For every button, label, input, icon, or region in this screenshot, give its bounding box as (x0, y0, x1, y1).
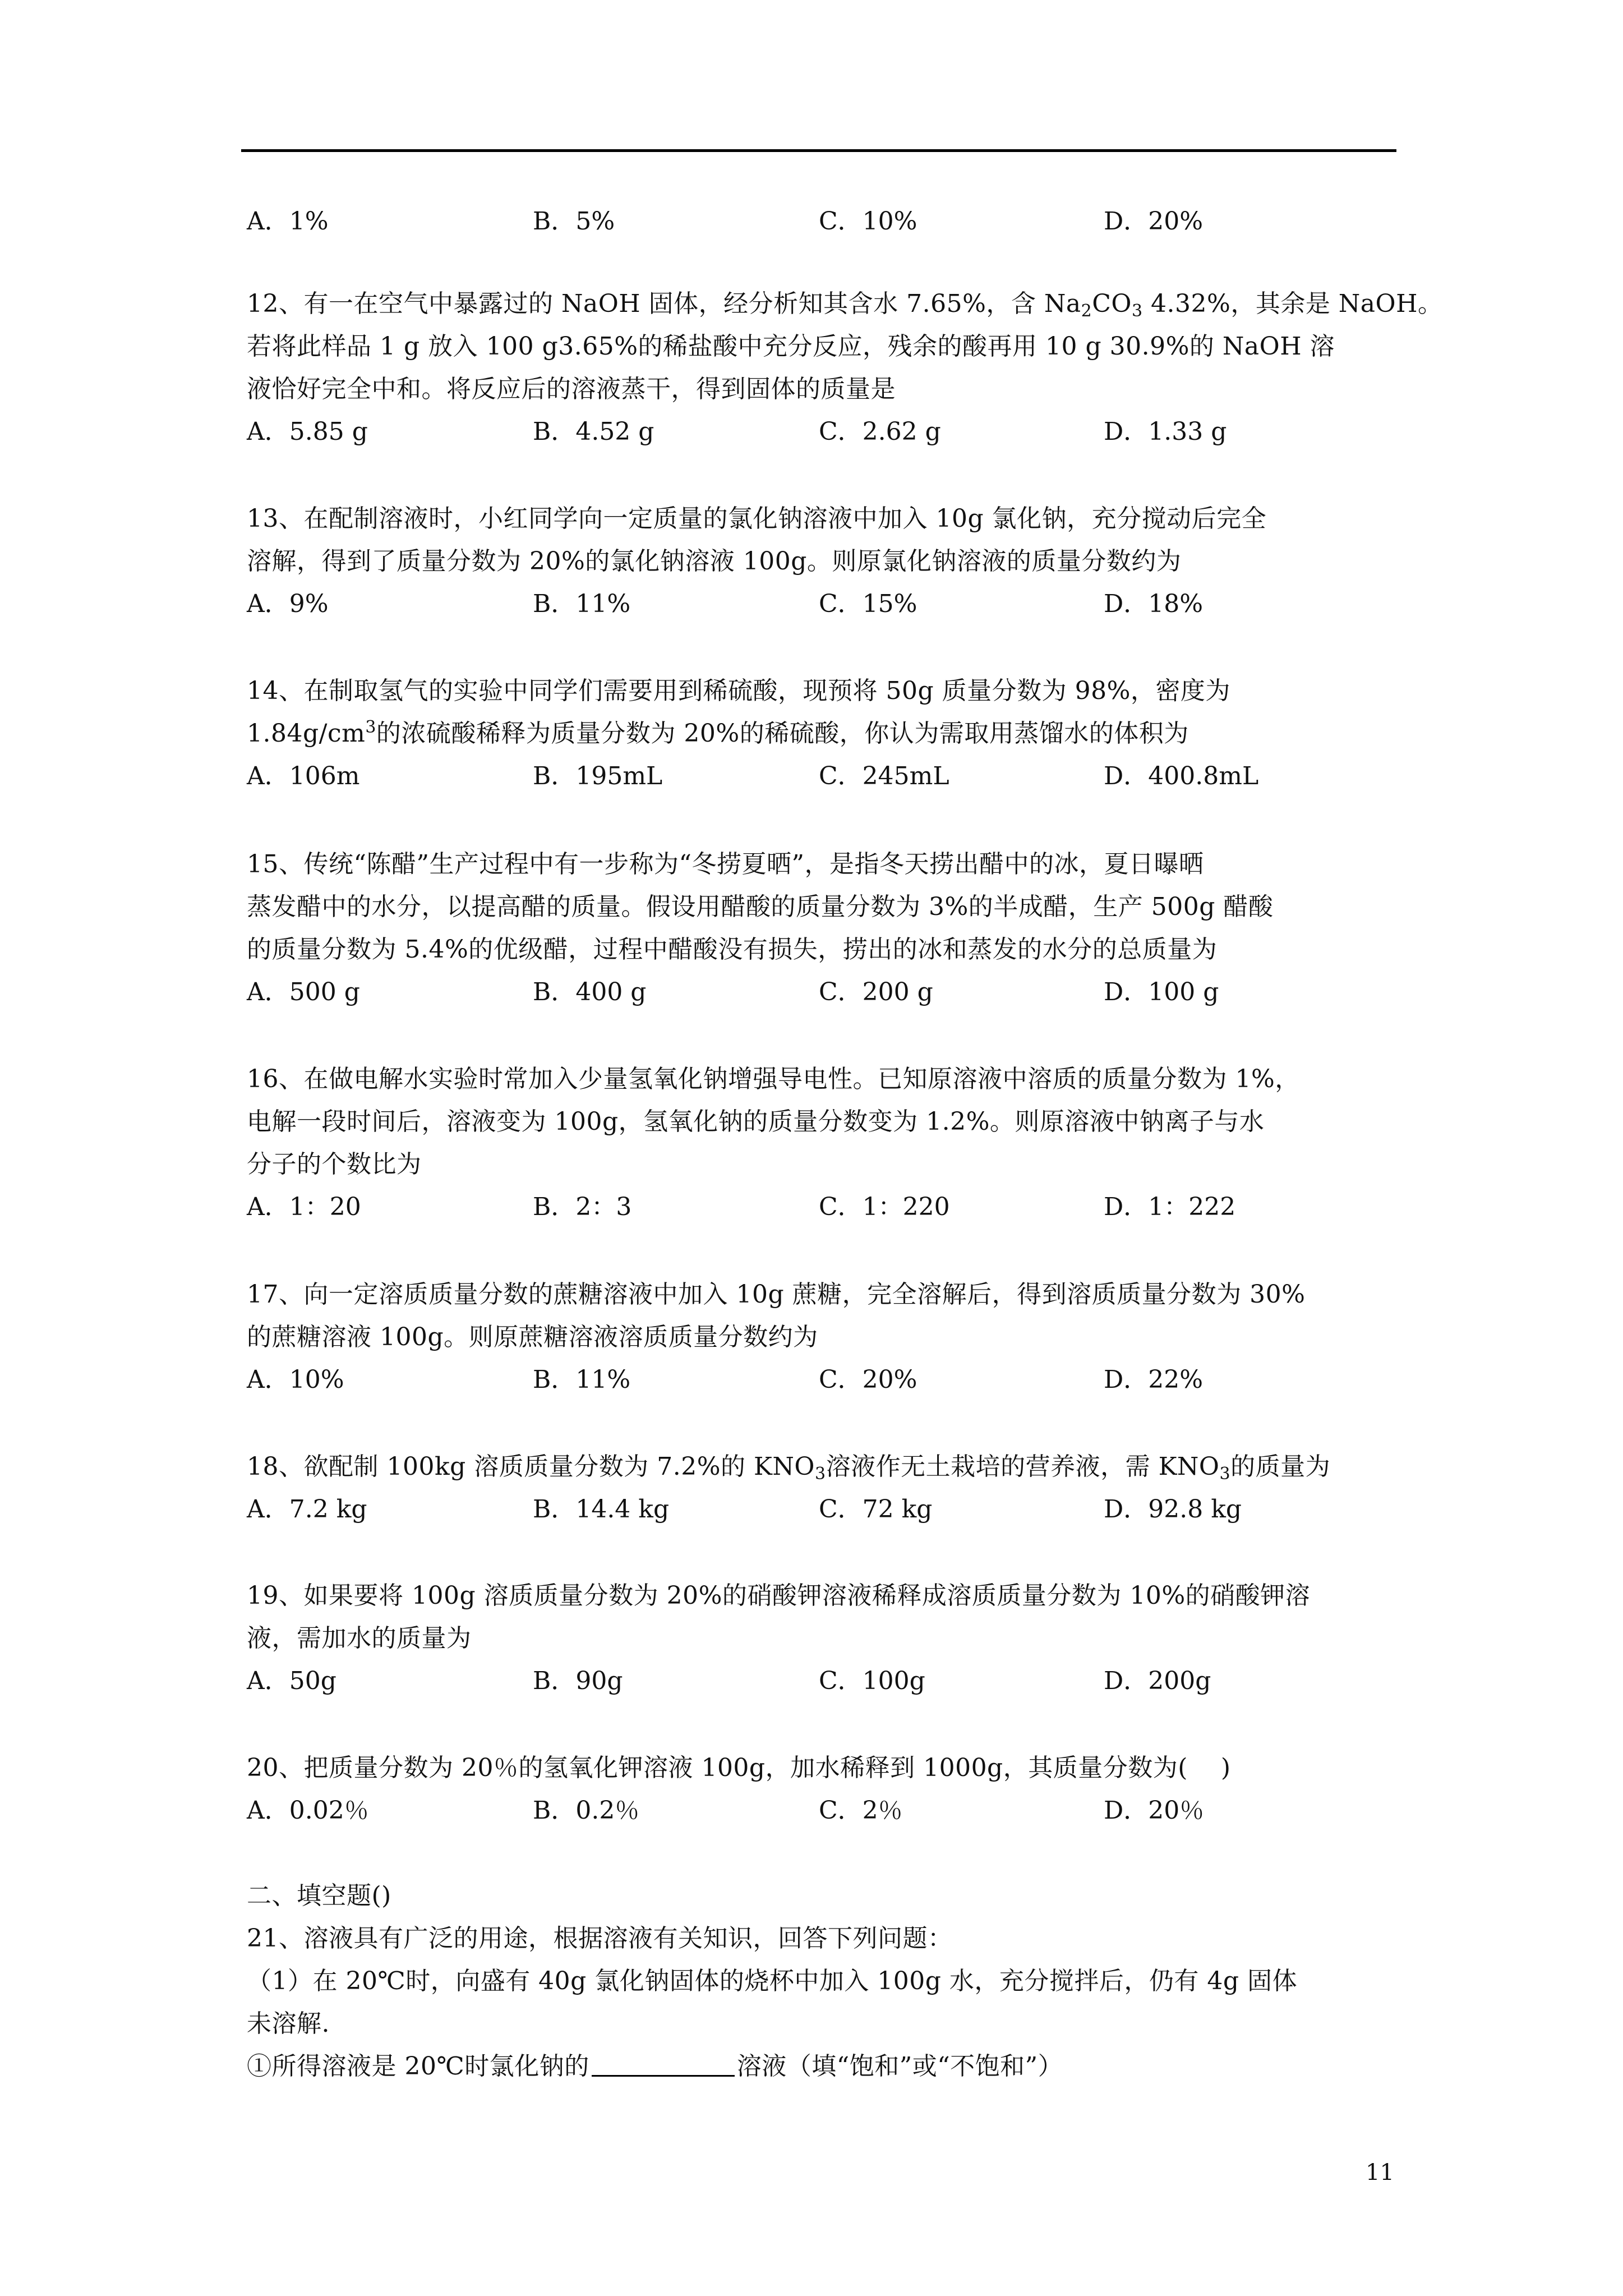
option-b: B．400 g (533, 978, 647, 1006)
question-text: 19、如果要将 100g 溶质质量分数为 20%的硝酸钾溶液稀释成溶质质量分数为 10%的硝酸钾溶 (247, 1581, 1311, 1610)
option-d: D．22% (1104, 1365, 1204, 1394)
option-d: D．1：222 (1104, 1193, 1236, 1221)
option-c: C．72 kg (819, 1495, 933, 1524)
option-b: B．195mL (533, 762, 663, 790)
option-a: A．1% (247, 207, 329, 236)
option-b: B．4.52 g (533, 417, 654, 446)
option-c: C．2％ (819, 1796, 903, 1825)
option-a: A．10% (247, 1365, 344, 1394)
option-d: D．18% (1104, 590, 1204, 618)
option-d: D．200g (1104, 1667, 1211, 1695)
question-text: 未溶解. (247, 2009, 330, 2038)
option-a: A．50g (247, 1667, 336, 1695)
header-rule (241, 149, 1396, 152)
question-text: 12、有一在空气中暴露过的 NaOH 固体，经分析知其含水 7.65%，含 $Na_2CO_3$ 4.32%，其余是 NaOH。 (247, 289, 1443, 321)
option-b: B．2：3 (533, 1193, 632, 1221)
option-d: D．20% (1104, 207, 1204, 236)
question-text: 的蔗糖溶液 100g。则原蔗糖溶液溶质质量分数约为 (247, 1323, 818, 1351)
option-a: A．106m (247, 762, 360, 790)
question-text: 15、传统“陈醋”生产过程中有一步称为“冬捞夏晒”，是指冬天捞出醋中的冰，夏日曝晒 (247, 850, 1204, 878)
option-b: B．11% (533, 590, 631, 618)
option-c: C．1：220 (819, 1193, 950, 1221)
question-text: 的质量分数为 5.4%的优级醋，过程中醋酸没有损失，捞出的冰和蒸发的水分的总质量为 (247, 935, 1218, 964)
question-text: 17、向一定溶质质量分数的蔗糖溶液中加入 10g 蔗糖，完全溶解后，得到溶质质量分数为 30% (247, 1280, 1306, 1309)
option-c: C．100g (819, 1667, 925, 1695)
answer-blank (592, 2050, 735, 2077)
question-text: 分子的个数比为 (247, 1150, 422, 1179)
question-text: 14、在制取氢气的实验中同学们需要用到稀硫酸，现预将 50g 质量分数为 98%，密度为 (247, 677, 1230, 705)
option-a: A．7.2 kg (247, 1495, 367, 1524)
question-text: 溶解，得到了质量分数为 20%的氯化钠溶液 100g。则原氯化钠溶液的质量分数约为 (247, 547, 1182, 576)
option-b: B．11% (533, 1365, 631, 1394)
option-a: A．500 g (247, 978, 360, 1006)
question-text: 液恰好完全中和。将反应后的溶液蒸干，得到固体的质量是 (247, 375, 896, 403)
question-text: 蒸发醋中的水分，以提高醋的质量。假设用醋酸的质量分数为 3%的半成醋，生产 500g 醋酸 (247, 892, 1274, 921)
question-text: （1）在 20℃时，向盛有 40g 氯化钠固体的烧杯中加入 100g 水，充分搅拌后，仍有 4g 固体 (247, 1967, 1298, 1995)
option-c: C．200 g (819, 978, 933, 1006)
option-d: D．400.8mL (1104, 762, 1259, 790)
option-b: B．14.4 kg (533, 1495, 670, 1524)
question-text: 电解一段时间后，溶液变为 100g，氢氧化钠的质量分数变为 1.2%。则原溶液中钠离子与水 (247, 1107, 1265, 1136)
question-text: 18、欲配制 100kg 溶质质量分数为 7.2%的 $KNO_3$溶液作无土栽培的营养液，需 $KNO_3$的质量为 (247, 1452, 1331, 1484)
option-a: A．5.85 g (247, 417, 368, 446)
option-b: B．0.2％ (533, 1796, 640, 1825)
question-text: 液，需加水的质量为 (247, 1624, 472, 1653)
option-a: A．9% (247, 590, 329, 618)
question-text: 21、溶液具有广泛的用途，根据溶液有关知识，回答下列问题： (247, 1924, 953, 1953)
section-title: 二、填空题() (247, 1881, 391, 1910)
option-c: C．15% (819, 590, 917, 618)
option-d: D．20％ (1104, 1796, 1205, 1825)
option-d: D．1.33 g (1104, 417, 1227, 446)
question-text: 若将此样品 1 g 放入 100 g3.65%的稀盐酸中充分反应，残余的酸再用 10 g 30.9%的 NaOH 溶 (247, 332, 1335, 361)
option-c: C．245mL (819, 762, 949, 790)
question-text: $1.84g/cm^3$的浓硫酸稀释为质量分数为 20%的稀硫酸，你认为需取用蒸馏水的体积为 (247, 717, 1189, 748)
question-text: 16、在做电解水实验时常加入少量氢氧化钠增强导电性。已知原溶液中溶质的质量分数为 1%， (247, 1065, 1300, 1093)
question-text: 13、在配制溶液时，小红同学向一定质量的氯化钠溶液中加入 10g 氯化钠，充分搅动后完全 (247, 504, 1267, 533)
option-b: B．90g (533, 1667, 623, 1695)
question-text: ①所得溶液是 20℃时氯化钠的 溶液（填“饱和”或“不饱和”） (247, 2050, 1402, 2083)
question-text: 20、把质量分数为 20％的氢氧化钾溶液 100g，加水稀释到 1000g，其质量分数为( ) (247, 1754, 1231, 1782)
option-b: B．5% (533, 207, 615, 236)
option-a: A．1：20 (247, 1193, 361, 1221)
option-d: D．100 g (1104, 978, 1219, 1006)
option-c: C．2.62 g (819, 417, 941, 446)
page-number: 11 (1366, 2160, 1394, 2185)
option-d: D．92.8 kg (1104, 1495, 1242, 1524)
option-c: C．20% (819, 1365, 917, 1394)
option-c: C．10% (819, 207, 917, 236)
option-a: A．0.02％ (247, 1796, 369, 1825)
